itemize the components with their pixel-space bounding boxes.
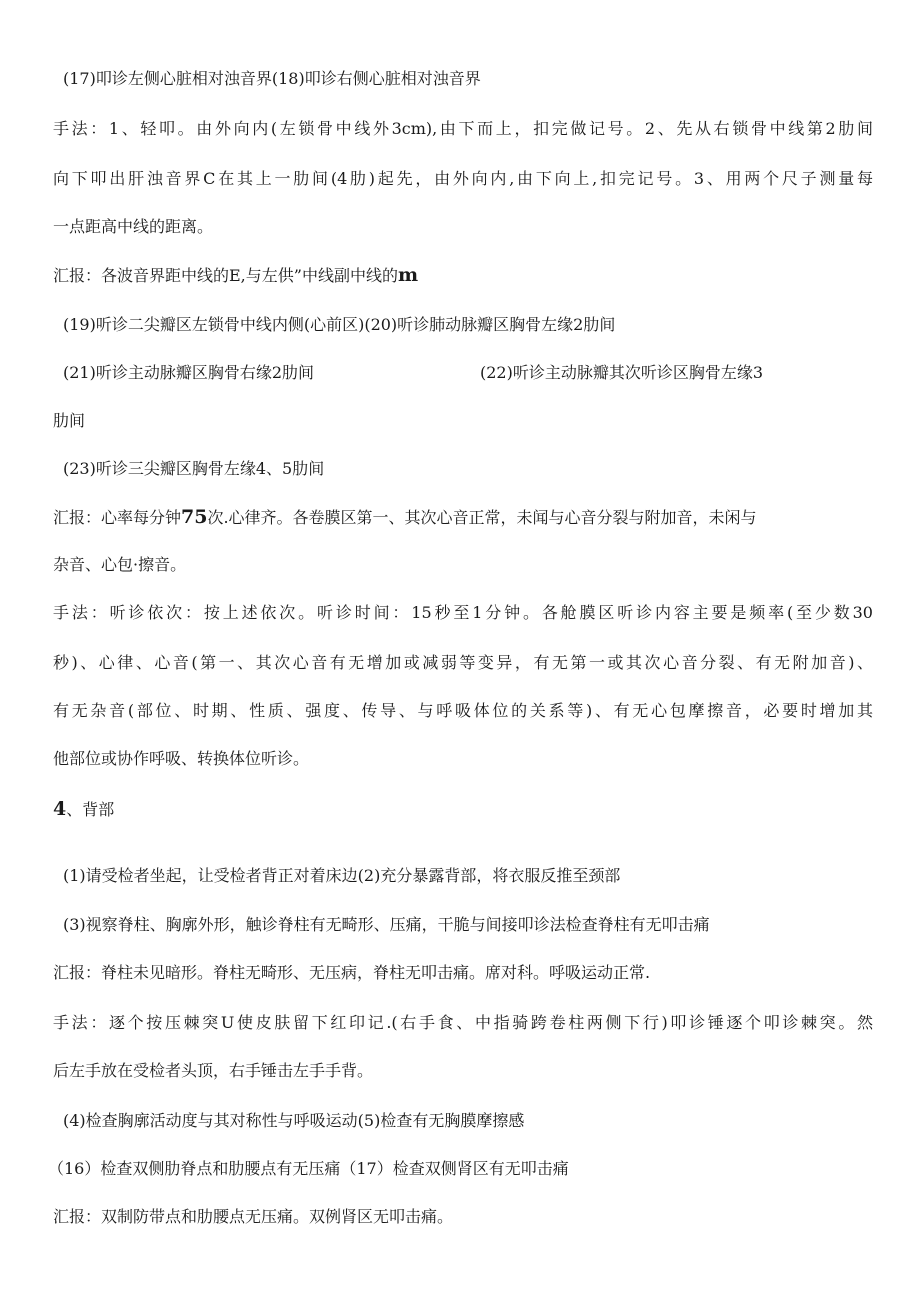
text-line: 肋间 — [53, 411, 86, 430]
text-line: (17)叩诊左侧心脏相对浊音界(18)叩诊右侧心脏相对浊音界 — [63, 69, 481, 88]
text-line: 他部位或协作呼吸、转换体位听诊。 — [53, 749, 310, 768]
text-line: 手法：1、轻叩。由外向内(左锁骨中线外3cm),由下而上，扣完做记号。2、先从右锁骨中线第2肋间 — [53, 119, 873, 138]
report-text: 汇报：各波音界距中线的E,与左供”中线副中线的 — [53, 266, 398, 285]
report-line — [53, 264, 873, 287]
text-line: （16）检查双侧肋脊点和肋腰点有无压痛（17）检查双侧肾区有无叩击痛 — [48, 1159, 569, 1178]
text-line: (3)视察脊柱、胸廓外形，触诊脊柱有无畸形、压痛，干脆与间接叩诊法检查脊柱有无叩击痛 — [63, 915, 710, 934]
section-heading — [53, 798, 873, 821]
text-line: (4)检查胸廓活动度与其对称性与呼吸运动(5)检查有无胸膜摩擦感 — [63, 1111, 525, 1130]
text-line: (23)听诊三尖瓣区胸骨左缘4、5肋间 — [63, 459, 325, 478]
text-line: 有无杂音(部位、时期、性质、强度、传导、与呼吸体位的关系等)、有无心包摩擦音，必要时增加其 — [53, 701, 873, 720]
text-line: (22)听诊主动脉瓣其次听诊区胸骨左缘3 — [480, 363, 764, 382]
text-line: (21)听诊主动脉瓣区胸骨右缘2肋间 — [63, 363, 315, 382]
text-line: 一点距高中线的距离。 — [53, 217, 214, 236]
section-title: 、背部 — [66, 800, 115, 819]
section-number: 4 — [53, 798, 67, 820]
text-line: (19)听诊二尖瓣区左锁骨中线内侧(心前区)(20)听诊肺动脉瓣区胸骨左缘2肋间 — [63, 315, 616, 334]
text-line: 向下叩出肝浊音界C在其上一肋间(4肋)起先，由外向内,由下向上,扣完记号。3、用两个尺子测量每 — [53, 169, 873, 188]
report-line: 汇报：脊柱未见暗形。脊柱无畸形、无压病，脊柱无叩击痛。席对科。呼吸运动正常. — [53, 963, 651, 982]
text-line: 后左手放在受检者头顶，右手锤击左手手背。 — [53, 1061, 374, 1080]
text-line: 秒)、心律、心音(第一、其次心音有无增加或减弱等变异，有无第一或其次心音分裂、有无附加音)、 — [53, 653, 873, 672]
report-line — [53, 506, 873, 529]
text-line: 手法：听诊依次：按上述依次。听诊时间：15秒至1分钟。各舱膜区听诊内容主要是频率(至少数30 — [53, 603, 873, 622]
text-line: 杂音、心包·擦音。 — [53, 555, 187, 574]
report-line: 汇报：双制防带点和肋腰点无压痛。双例肾区无叩击痛。 — [53, 1207, 454, 1226]
report-unit: m — [397, 264, 419, 286]
report-text: 汇报：心率每分钟 — [53, 508, 182, 527]
text-line: (1)请受检者坐起，让受检者背正对着床边(2)充分暴露背部，将衣服反推至颈部 — [63, 866, 621, 885]
text-line: 手法：逐个按压棘突U使皮肤留下红印记.(右手食、中指骑跨卷柱两侧下行)叩诊锤逐个叩诊棘突。然 — [53, 1013, 873, 1032]
report-text: 次.心律齐。各卷膜区第一、其次心音正常，未闻与心音分裂与附加音，未闲与 — [207, 508, 757, 527]
heart-rate-value: 75 — [181, 506, 208, 528]
